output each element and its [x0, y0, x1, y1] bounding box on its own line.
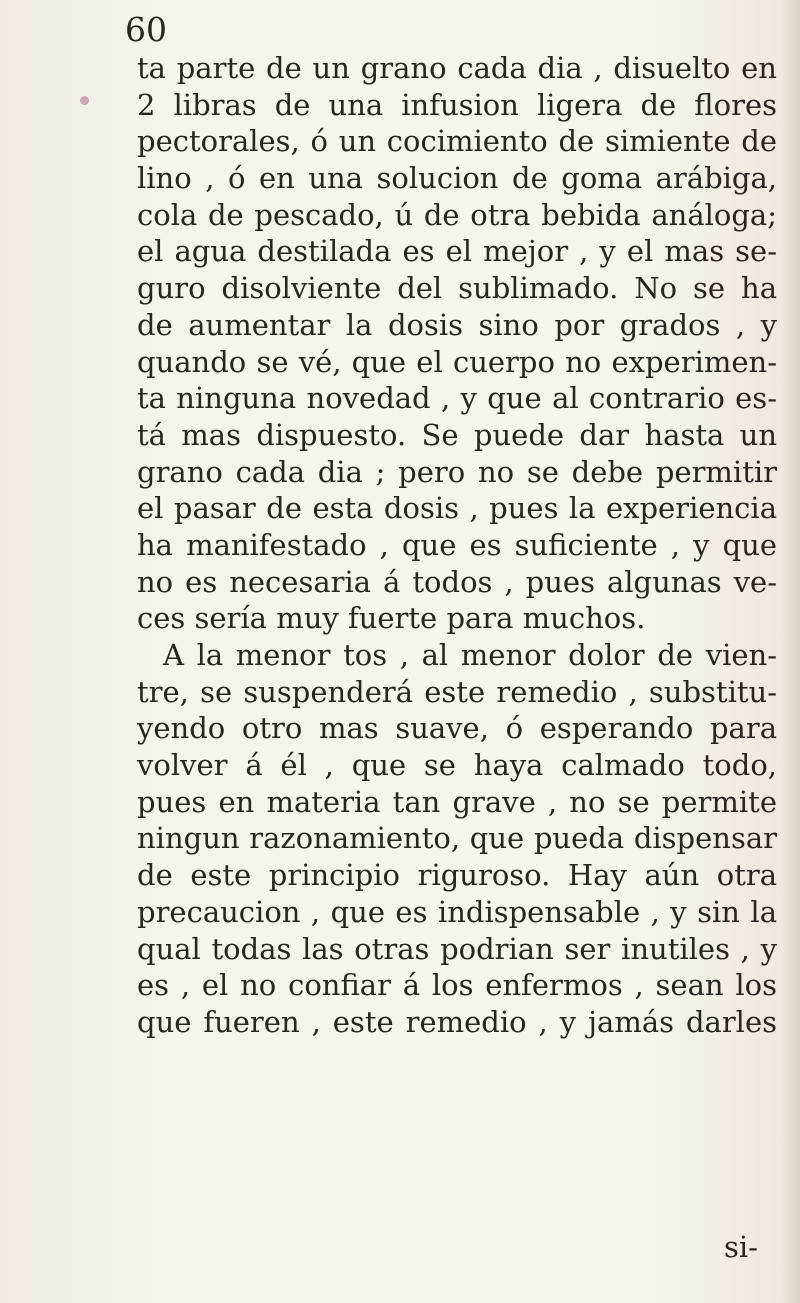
body-text	[137, 50, 777, 1041]
margin-ink-mark	[80, 96, 89, 105]
text-line: qual todas las otras podrian ser inutiles , y	[137, 931, 777, 966]
paragraph-last-line: ces sería muy fuerte para muchos.	[137, 601, 646, 636]
text-line: grano cada dia ; pero no se debe permitir	[137, 454, 777, 489]
text-line: 2 libras de una infusion ligera de flores	[137, 87, 777, 122]
text-line: de aumentar la dosis sino por grados , y	[137, 307, 777, 342]
text-line: que fueren , este remedio , y jamás darles	[137, 1004, 777, 1039]
text-line: quando se vé, que el cuerpo no experimen-	[137, 344, 777, 379]
page-number: 60	[125, 10, 167, 49]
text-line: yendo otro mas suave, ó esperando para	[137, 711, 777, 746]
text-line: volver á él , que se haya calmado todo,	[137, 748, 777, 783]
text-line: de este principio riguroso. Hay aún otra	[137, 858, 777, 893]
text-line: el pasar de esta dosis , pues la experiencia	[137, 491, 777, 526]
text-line: guro disolviente del sublimado. No se ha	[137, 271, 777, 306]
text-line: pues en materia tan grave , no se permite	[137, 784, 777, 819]
text-line: cola de pescado, ú de otra bebida análoga;	[137, 197, 777, 232]
catchword: si-	[724, 1230, 758, 1264]
page-edge-shadow	[782, 0, 800, 1303]
text-line: tá mas dispuesto. Se puede dar hasta un	[137, 417, 777, 452]
text-line: ningun razonamiento, que pueda dispensar	[137, 821, 777, 856]
text-line: precaucion , que es indispensable , y sin la	[137, 894, 777, 929]
text-line: es , el no confiar á los enfermos , sean los	[137, 968, 777, 1003]
text-line: ta ninguna novedad , y que al contrario es-	[137, 381, 777, 416]
text-line: lino , ó en una solucion de goma arábiga,	[137, 161, 777, 196]
text-line: ta parte de un grano cada dia , disuelto en	[137, 51, 777, 85]
text-line: no es necesaria á todos , pues algunas ve-	[137, 564, 777, 599]
text-line: pectorales, ó un cocimiento de simiente de	[137, 124, 777, 159]
paragraph-first-line: A la menor tos , al menor dolor de vien-	[163, 638, 777, 672]
text-line: el agua destilada es el mejor , y el mas se-	[137, 234, 777, 269]
text-line: tre, se suspenderá este remedio , substitu-	[137, 674, 777, 709]
text-line: ha manifestado , que es suficiente , y que	[137, 527, 777, 562]
